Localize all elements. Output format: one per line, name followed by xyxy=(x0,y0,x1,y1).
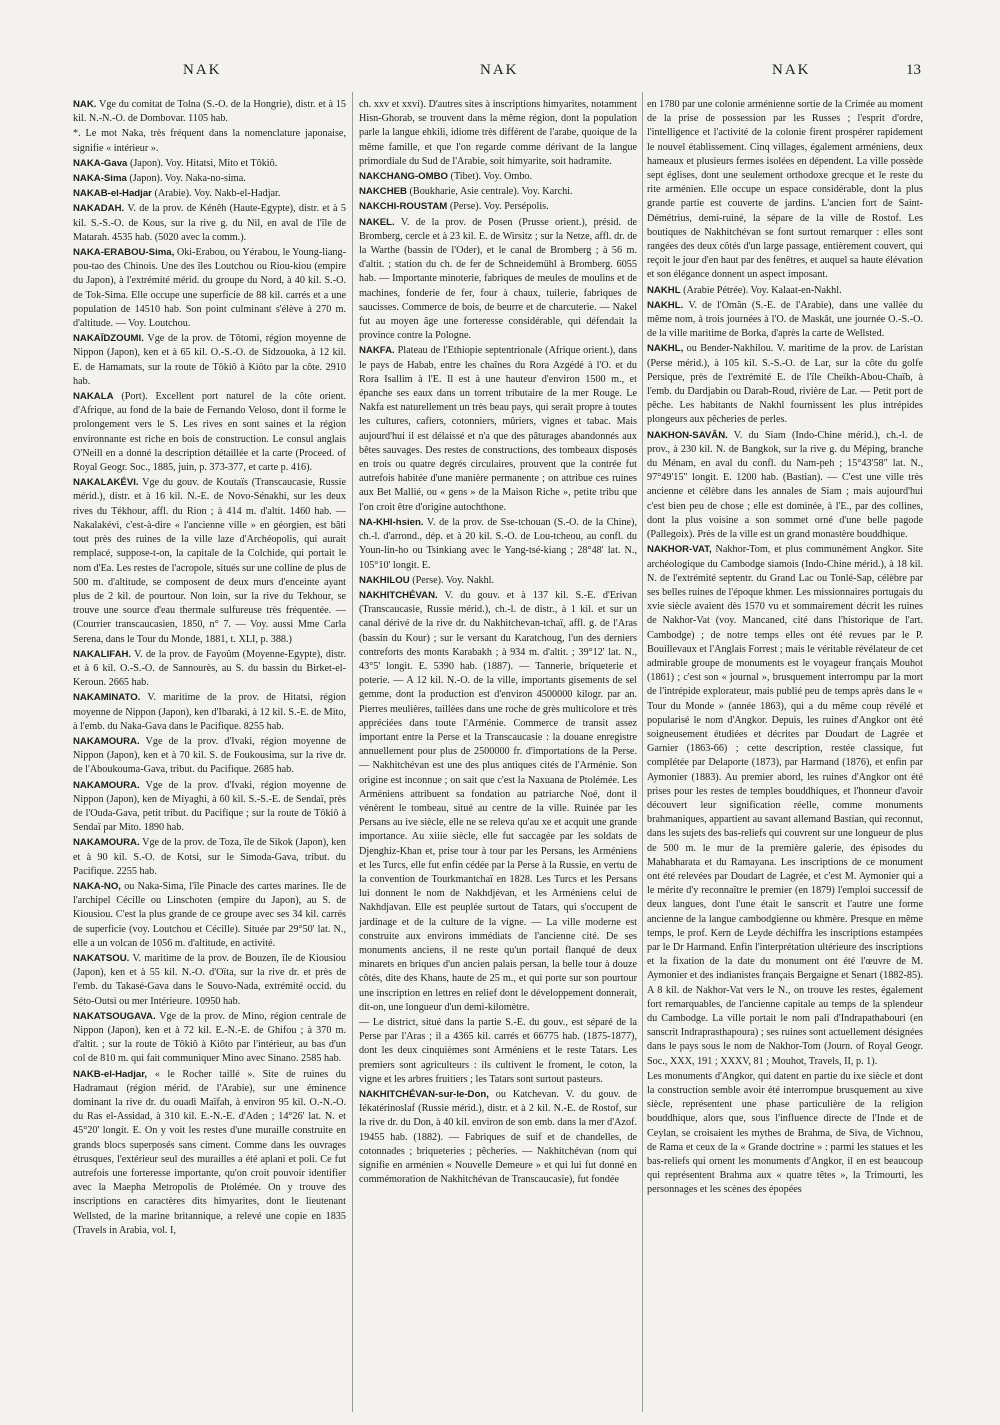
entry-headword: NAKALIFAH. xyxy=(73,648,132,660)
running-header xyxy=(0,62,1000,88)
dictionary-entry xyxy=(73,779,346,836)
dictionary-entry xyxy=(359,98,637,169)
entry-text: V. maritime de la prov. de Hitatsi, région moyenne de Nippon (Japon), ken d'Ibaraki, à 12 kil. S.-E. de Mito, à l'emb. du Naka-Gava dans le Pacifique. 8255 hab. xyxy=(73,692,346,732)
entry-text: (Port). Excellent port naturel de la côte orient. d'Afrique, au fond de la baie de Fernando Veloso, dont il forme le prolongement vers le S. Les rives en sont saines et la région environnante est riche en bois de construction. Le consul anglais O'Neill en a donné la description détaillée et la carte (Proceed. of Royal Geogr. Soc., 1885, juin, p. 373-377, et carte p. 416). xyxy=(73,391,346,474)
entry-text: Plateau de l'Ethiopie septentrionale (Afrique orient.), dans le pays de Habab, entre les chaînes du Rora Azgédé à l'O. et du Rora Isallim à l'E. Il est à une hauteur d'environ 1500 m., et épanche ses eaux dans un torrent tributaire de la mer Rouge. Le Nakfa est naturellement un très beau pays, qui serait propre à toutes les cultures, cafiers, cotonniers, mûriers, vignes et tabac. Mais aujourd'hui il est délaissé et n'a que des pâturages abandonnés aux bêtes sauvages. Des restes de constructions, des tombeaux disposés en trois ou quatre degrés circulaires, prouvent que la contrée fut autrefois habitée d'une manière permanente ; on attribue ces ruines aux Bet Mallié, ou « gens » de la Maison Riche », petite tribu que l'on croit être d'origine autochthone. xyxy=(359,345,637,513)
dictionary-entry xyxy=(647,299,923,342)
entry-text: (Perse). Voy. Nakhl. xyxy=(409,574,495,586)
entry-text: en 1780 par une colonie arménienne sortie de la Crimée au moment de la prise de possession par les Russes ; l'esprit d'ordre, l'intelligence et l'activité de la colonie firent prospérer rapidement le nouvel établissement. Cinq villages, également arméniens, deux hameaux et plusieurs fermes isolées en dépendent. La ville possède sept églises, dont une seulement orthodoxe grecque et le reste du rite arménien. Elle occupe un espace considérable, dont la plus grande partie est couverte de jardins. L'ancien fort de Saint-Démétrius, demi-ruiné, la sépare de la ville de Rostof. Les boutiques de Nakhitchévan se font surtout remarquer : elles sont rangées des deux côtés d'un large passage, entièrement couvert, qui reçoit le jour d'en haut par des fenêtres, et auquel sa haute élévation et son élégance donnent un aspect imposant. xyxy=(647,99,923,281)
entry-text: Vge de la prov. de Mino, région centrale de Nippon (Japon), ken et à 72 kil. E.-N.-E. de Ghifou ; à 370 m. d'altit. ; sur la route de Tôkiô à Kiôto par l'intérieur, au bas d'un col de 810 m. qui fait communiquer Mino avec Sinano. 2585 hab. xyxy=(73,1010,346,1065)
dictionary-entry xyxy=(73,735,346,778)
header-right: NAK xyxy=(772,62,811,78)
entry-headword: NAKCHANG-OMBO xyxy=(359,171,448,183)
dictionary-entry xyxy=(359,216,637,344)
entry-headword: NAKAÏDZOUMI. xyxy=(73,333,144,345)
dictionary-entry xyxy=(73,880,346,951)
entry-text: ou Naka-Sima, l'île Pinacle des cartes marines. Ile de l'archipel Cécille ou Linschoten (empire du Japon), au S. de Kiousiou. C'est la plus grande de ce groupe avec ses 34 kil. carrés de superficie (voy. Loutchou et Cécille). Située par 29°50' lat. N., elle a un volcan de 1056 m. d'altitude, en activité. xyxy=(73,880,346,949)
entry-headword: NAKALAKÉVI. xyxy=(73,477,139,489)
entry-headword: NAKHITCHÉVAN-sur-le-Don, xyxy=(359,1089,489,1101)
entry-text: V. de la prov. de Fayoûm (Moyenne-Egypte), distr. et à 6 kil. O.-S.-O. de Sannourès, au S. du bassin du Birket-el-Keroun. 2665 hab. xyxy=(73,648,346,689)
entry-headword: NAKEL. xyxy=(359,216,395,228)
entry-headword: NAKA-NO, xyxy=(73,880,121,892)
dictionary-entry xyxy=(359,589,637,1015)
dictionary-entry xyxy=(647,429,923,543)
entry-headword: NAKA-ERABOU-Sima, xyxy=(73,247,175,259)
entry-headword: NAKAMOURA. xyxy=(73,779,140,791)
entry-text: Vge du gouv. de Koutaïs (Transcaucasie, Russie mérid.), distr. et à 16 kil. N.-E. de Novo-Sénakhi, sur les deux rives du Tékhour, affl. du Rion ; à 414 m. d'altit. 1460 hab. — Nakalakévi, c'est-à-dire « l'ancienne ville » en géorgien, est bâti tout près des ruines de la ville laze d'Archéopolis, qui aurait remplacé, suppose-t-on, la capitale de la Colchide, qui portait le nom d'Ea. Les restes de l'acropole, situés sur une colline de plus de 500 m. d'altitude, se composent de deux murs d'enceinte ayant plus de 2 kil. de pourtour. Non loin, sur la rive du Tekhour, se trouve une source d'eau thermale sulfureuse très fréquentée. — (Courrier transcaucasien, 1850, n° 7. — Voy. aussi Mme Carla Serena, dans le Tour du Monde, 1881, t. XLI, p. 388.) xyxy=(73,477,346,645)
dictionary-entry xyxy=(359,1016,637,1087)
dictionary-entry xyxy=(73,476,346,646)
dictionary-entry xyxy=(73,172,346,186)
entry-text: V. de la prov. de Posen (Prusse orient.), présid. de Bromberg, cercle et à 23 kil. E. de Wirsitz ; sur la Netze, affl. dr. de la Warthe (bassin de l'Oder), et le canal de Bromberg ; à 56 m. d'altit. ; station du ch. de fer de Schneidemühl à Bromberg. 6055 hab. — Importante minoterie, fabriques de meules de moulins et de machines, fonderie de fer, four à chaux, tuilerie, fabriques de saucisses. Commerce de bois, de beurre et de charcuterie. — Nakel fut au moyen âge une forteresse considérable, qui défendait la province contre la Pologne. xyxy=(359,216,637,342)
entry-headword: NAKCHEB xyxy=(359,186,407,198)
dictionary-entry xyxy=(73,127,346,155)
entry-text: Vge de la prov. de Toza, île de Sikok (Japon), ken et à 90 kil. S.-O. de Kotsi, sur le Simoda-Gava, tribut. du Pacifique. 2255 hab. xyxy=(73,837,346,877)
entry-headword: NAKA-Gava xyxy=(73,157,128,169)
dictionary-entry xyxy=(73,1010,346,1067)
entry-text: — Le district, situé dans la partie S.-E. du gouv., est séparé de la Perse par l'Aras ; il a 4365 kil. carrés et 66775 hab. (1875-1877), dont les deux cinquièmes sont Arméniens et le reste Tatars. Les premiers sont agriculteurs : ils cultivent le froment, le coton, la vigne et les arbres fruitiers ; les Tatars sont surtout pasteurs. xyxy=(359,1017,637,1085)
dictionary-entry xyxy=(359,185,637,199)
entry-headword: NAKA-Sima xyxy=(73,173,127,185)
entry-headword: NAKHL, xyxy=(647,343,684,355)
entry-headword: NAKATSOU. xyxy=(73,952,130,964)
text-column-3 xyxy=(647,98,923,1398)
dictionary-entry xyxy=(359,574,637,588)
dictionary-entry xyxy=(73,332,346,389)
entry-text: (Arabie). Voy. Nakb-el-Hadjar. xyxy=(151,188,281,200)
entry-headword: NAKHITCHÉVAN. xyxy=(359,589,438,601)
dictionary-entry xyxy=(73,202,346,245)
entry-text: V. de l'Omân (S.-E. de l'Arabie), dans une vallée du même nom, à trois journées à l'O. de Maskât, une journée O.-S.-O. de la ville maritime de Borka, d'après la carte de Wellsted. xyxy=(647,299,923,340)
entry-headword: NAKALA xyxy=(73,391,114,403)
entry-text: « le Rocher taillé ». Site de ruines du Hadramaut (région mérid. de l'Arabie), sur une éminence dominant la rive dr. du ouadi Maïfah, à environ 95 kil. O.-N.-O. du Ras el-Assidad, à 310 kil. E.-N.-E. d'Aden ; 14°26' lat. N. et 45°20' longit. E. On y voit les restes d'une muraille construite en grands blocs superposés sans ciment. Comme dans les ouvrages étrusques, l'extérieur seul des murailles a été aplani et poli. Ce fut autrefois une forteresse importante, qu'on croit pouvoir identifier avec la Maepha Metropolis de Ptolémée. On y trouve des inscriptions en caractères dits himyarites, dont le lieutenant Wellsted, de la marine britannique, a relevé une copie en 1835 (Travels in Arabia, vol. I, xyxy=(73,1068,346,1236)
dictionary-entry xyxy=(647,543,923,1069)
entry-text: (Tibet). Voy. Ombo. xyxy=(448,171,533,183)
entry-text: V. du gouv. et à 137 kil. S.-E. d'Erivan (Transcaucasie, Russie mérid.), ch.-l. de distr., à 1 kil. et sur un canal dérivé de la rive dr. du Nakhitchevan-tchaï, affl. g. de l'Aras (bassin du Kour) ; sur le versant du Karatchoug, l'un des derniers contreforts des monts Karabakh ; à 934 m. d'altit. ; 39°12' lat. N., 43°5' longit. E. 5390 hab. (1887). — Tannerie, briqueterie et poterie. — A 12 kil. N.-O. de la ville, importants gisements de sel gemme, dont la production est d'environ 4500000 kilogr. par an. Pierres meulières, taillées dans une roche de grès multicolore et très appréciées dans toute l'Arménie. Commerce de transit assez important entre la Perse et la Transcaucasie : la douane enregistre annuellement pour plus de 2500000 fr. d'importations de la Perse. — Nakhitchévan est une des plus antiques cités de l'Arménie. Son origine est inconnue ; on sait que c'est la Naxuana de Ptolémée. Les Arméniens attribuent sa fondation au patriarche Noé, dont il vénèrent le tombeau, situé au centre de la ville. Ruinée par les Persans au ive siècle, elle ne se releva qu'au xe et acquit une grande importance. Au xiiie siècle, elle fut saccagée par les soldats de Djenghiz-Khan et, prise tour à tour par les Persans, les Arméniens et les Turcs, elle fut enfin cédée par la Perse à la Russie, en vertu de la convention de Tourkmantchaï en 1828. Les Turcs et les Persans lui donnent le nom de Nakhdjévan, et les Arméniens celui de Nakhdjavan. Elle est peuplée surtout de Tatars, qui s'occupent de jardinage et de la culture de la vigne. — La ville moderne est construite aux environs immédiats de l'ancienne cité. De ses monuments anciens, il ne reste qu'un portail flanqué de deux minarets en briques d'un ancien palais persan, la belle tour à douze côtés, dite des Khans, haute de 25 m., et qui porte sur son pourtour une inscription en lettres en relief dont le développement donnerait, dit-on, une longueur d'un demi-kilomètre. xyxy=(359,589,637,1013)
entry-text: Oki-Erabou, ou Yérabou, le Young-liang-pou-tao des Chinois. Une des îles Loutchou ou Riou-kiou (empire du Japon), à l'extrémité mérid. du groupe du Nord, à 40 kil. S.-O. de Tok-Sima. Elle occupe une superficie de 88 kil. carrés et a une population de 14510 hab. Son point culminant s'élève à 270 m. d'altitude. — Voy. Loutchou. xyxy=(73,247,346,330)
dictionary-entry xyxy=(359,1088,637,1187)
dictionary-entry xyxy=(73,187,346,201)
entry-headword: NAKB-el-Hadjar, xyxy=(73,1068,148,1080)
entry-headword: NAKHON-SAVÂN. xyxy=(647,429,728,441)
dictionary-entry xyxy=(73,98,346,126)
entry-headword: NAKAB-el-Hadjar xyxy=(73,188,152,200)
dictionary-entry xyxy=(647,284,923,298)
entry-text: *. Le mot Naka, très fréquent dans la nomenclature japonaise, signifie « intérieur ». xyxy=(73,128,346,154)
dictionary-entry xyxy=(73,246,346,331)
dictionary-entry xyxy=(359,170,637,184)
entry-headword: NAKHOR-VAT, xyxy=(647,544,712,556)
entry-text: ou Katchevan. V. du gouv. de Iékatérinoslaf (Russie mérid.), distr. et à 2 kil. N.-E. de Rostof, sur la rive dr. du Don, à 40 kil. environ de son emb. dans la mer d'Azof. 19455 hab. (1882). — Fabriques de suif et de chandelles, de cotonnades ; briqueteries ; pêcheries. — Nakhitchévan (nom qui signifie en arménien « Nouvelle Demeure » et qui lui fut donné en commémoration de Nakhitchévan de Transcaucasie), fut fondée xyxy=(359,1089,637,1186)
dictionary-entry xyxy=(73,157,346,171)
entry-headword: NAKADAH. xyxy=(73,203,125,215)
entry-text: (Arabie Pétrée). Voy. Kalaat-en-Nakhl. xyxy=(680,284,842,296)
entry-headword: NAKHL xyxy=(647,284,681,296)
text-column-2 xyxy=(359,98,637,1398)
entry-text: V. de la prov. de Kénêh (Haute-Egypte), distr. et à 5 kil. S.-S.-O. de Kous, sur la rive g. du Nil, en aval de l'île de Matarah. 4535 hab. (5020 avec la comm.). xyxy=(73,203,346,243)
header-center: NAK xyxy=(480,62,519,78)
entry-headword: NAKAMOURA. xyxy=(73,837,140,849)
entry-headword: NAKFA. xyxy=(359,345,395,357)
text-column-1 xyxy=(73,98,346,1398)
entry-headword: NAKCHI-ROUSTAM xyxy=(359,201,448,213)
entry-text: V. du Siam (Indo-Chine mérid.), ch.-l. de prov., à 230 kil. N. de Bangkok, sur la rive g. du Méping, branche du Ménam, en aval du confl. du Nam-peh ; 15°43'58" lat. N., 97°49'15" longit. E. 1200 hab. (Bastian). — C'est une ville très ancienne et célèbre dans les annales de Siam ; mais aujourd'hui c'est bien peu de chose ; elle est dominée, à l'E., par des collines, dont la plus voisine a son sommet orné d'une belle pagode (Pallegoix). Près de la ville est un grand monastère bouddhique. xyxy=(647,429,923,541)
entry-text: Vge de la prov. de Tôtomi, région moyenne de Nippon (Japon), ken et à 65 kil. O.-S.-O. de Sidzouoka, à 12 kil. E. de Hamamats, sur la route de Tôkiô à Kiôto par la côte. 2910 hab. xyxy=(73,333,346,387)
dictionary-entry xyxy=(647,342,923,427)
entry-text: (Boukharie, Asie centrale). Voy. Karchi. xyxy=(406,186,573,198)
header-left: NAK xyxy=(183,62,222,78)
dictionary-entry xyxy=(359,516,637,573)
entry-text: Vge de la prov. d'Ivaki, région moyenne de Nippon (Japon), ken de Miyaghi, à 60 kil. S.-S.-E. de Sendaï, près de l'Ouda-Gava, petit tribut. du Pacifique ; sur la route de Tôkiô à Sendaï par Mito. 1890 hab. xyxy=(73,779,346,834)
entry-headword: NAK. xyxy=(73,99,97,110)
entry-headword: NAKHL. xyxy=(647,299,684,311)
entry-text: Nakhor-Tom, et plus communément Angkor. Site archéologique du Cambodge siamois (Indo-Chine mérid.), à 18 kil. N. de l'extrémité septentr. du Grand Lac ou Tonlé-Sap, célèbre par ses belles ruines de l'époque khmer. Les missionnaires portugais du xvie siècle avaient dès 1570 vu et sommairement décrit les ruines de Nakhor-Vat (voy. Mancaned, cité dans l'historique de l'art. Cambodge) ; de notre temps elles ont été revues par le P. Bouillevaux et l'Anglais Forrest ; mais le véritable révélateur de cet admirable groupe de monuments est le voyageur français Mouhot (1861) ; c'est son « journal », brusquement interrompu par la mort de l'intrépide explorateur, mais publié peu de temps après dans le « Tour du Monde » (année 1863), qui a du même coup révélé et popularisé le nom d'Angkor. Depuis, les ruines d'Angkor ont été soigneusement étudiées et décrites par Doudart de Lagrée et Garnier (1863-66) ; cette description, restée classique, fut complétée par Delaporte (1873), par Harmand (1876), et enfin par Aymonier (1883). Au premier abord, les ruines d'Angkor ont été prises pour les restes de temples bouddhiques, et l'honneur d'avoir découvert leur signification réelle, comme monuments brahmaniques, appartient au savant allemand Bastian, qui reconnut, dans les sujets des bas-reliefs qui couvrent sur une longueur de plus de 500 m. le mur de la première galerie, des épisodes du Mahabharata et du Ramayana. Les inscriptions de ce monument ont été relevées par Doudart de Lagrée, et c'est M. Aymonier qui a le mérite d'y reconnaître le premier (en 1879) l'emploi successif de deux langues, dont l'une était le sanscrit et l'autre une forme ancienne de la langue cambodgienne ou khmère. Presque en même temps, le prof. Kern de Leyde déchiffra les inscriptions estampées par le Dr Harmand. Enfin l'interprétation ultérieure des inscriptions et la fixation de la date du monument ont été l'œuvre de M. Aymonier et des indianistes français Bergaigne et Senart (1882-85). A 8 kil. de Nakhor-Vat vers le N., on trouve les restes, également fort remarquables, de l'ancienne capitale au temps de la splendeur du Cambodge. La ville portait le nom pali d'Indrapathabouri (en sanscrit Indraprasthapoura) ; ses ruines sont actuellement désignées dans le pays sous le nom de Nakhor-Tom (Journ. of Royal Geogr. Soc., XXX, 191 ; XXXV, 81 ; Mouhot, Travels, II, p. 1). xyxy=(647,544,923,1067)
dictionary-entry xyxy=(359,200,637,214)
dictionary-entry xyxy=(647,98,923,283)
dictionary-entry xyxy=(73,952,346,1009)
entry-text: V. de la prov. de Sse-tchouan (S.-O. de la Chine), ch.-l. d'arrond., dép. et à 20 kil. S.-O. de Lou-tcheou, au confl. du Youn-lin-ho ou Tsinkiang avec le Yang-tsé-kiang ; 28°48' lat. N., 105°10' longit. E. xyxy=(359,516,637,571)
dictionary-entry xyxy=(73,1068,346,1238)
entry-headword: NAKAMINATO. xyxy=(73,692,141,704)
entry-text: ch. xxv et xxvi). D'autres sites à inscriptions himyarites, notamment Hisn-Ghorab, se trouvent dans la même région, dont la population parle la langue ehkili, idiome très différent de l'arabe, quoique de la même famille, et que l'on regarde comme dérivant de la langue primordiale du Sud de l'Arabie, soit himyarite, soit hadramite. xyxy=(359,99,637,167)
dictionary-entry xyxy=(647,1070,923,1198)
dictionary-entry xyxy=(73,836,346,879)
column-divider xyxy=(642,92,643,1412)
entry-headword: NAKAMOURA. xyxy=(73,735,140,747)
entry-text: ou Bender-Nakhilou. V. maritime de la prov. de Laristan (Perse mérid.), à 105 kil. S.-S.-O. de Lar, sur la côte du golfe Persique, près de l'extrémité E. de l'île Cheïkh-Abou-Chaïb, à l'emb. du Dardjabin ou Darab-Roud, rivière de Lar. — Petit port de pêche. Les habitants de Nakhl fournissent les plus intrépides plongeurs aux pêcheries de perles. xyxy=(647,343,923,426)
entry-text: Vge du comitat de Tolna (S.-O. de la Hongrie), distr. et à 15 kil. N.-N.-O. de Dombovar. 1105 hab. xyxy=(73,99,346,125)
entry-text: (Japon). Voy. Naka-no-sima. xyxy=(126,173,246,185)
dictionary-entry xyxy=(73,691,346,734)
column-divider xyxy=(352,92,353,1412)
entry-text: Les monuments d'Angkor, qui datent en partie du ixe siècle et dont la construction semble avoir été interrompue brusquement au xive siècle, représentent une phase particulière de la religion bouddhique, alors que, sous l'influence directe de l'Inde et de Ceylan, se croisaient les mythes de Brahma, de Siva, de Vichnou, de Rama et ceux de la « Grande doctrine » : parmi les statues et les bas-reliefs qui ornent les monuments d'Angkor, il en est beaucoup qui représentent Brahma aux « quatre têtes », la Trimourti, les personnages et les scènes des épopées xyxy=(647,1070,923,1196)
entry-text: (Perse). Voy. Persépolis. xyxy=(447,201,549,213)
entry-text: (Japon). Voy. Hitatsi, Mito et Tôkiô. xyxy=(127,157,278,169)
entry-headword: NAKATSOUGAVA. xyxy=(73,1010,156,1022)
entry-text: V. maritime de la prov. de Bouzen, île de Kiousiou (Japon), ken et à 55 kil. N.-O. d'Oïta, sur la rive dr. et près de l'emb. du Takasé-Gava dans le Souvo-Nada, extrémité occid. du Séto-Outsi ou mer Intérieure. 10950 hab. xyxy=(73,952,346,1007)
entry-headword: NA-KHI-hsien. xyxy=(359,516,424,528)
page-number: 13 xyxy=(906,62,921,78)
dictionary-entry xyxy=(359,344,637,514)
entry-text: Vge de la prov. d'Ivaki, région moyenne de Nippon (Japon), ken et à 70 kil. S. de Foukousima, sur la rive dr. de l'Aboukouma-Gava, tribut. du Pacifique. 2685 hab. xyxy=(73,735,346,776)
dictionary-entry xyxy=(73,390,346,475)
entry-headword: NAKHILOU xyxy=(359,574,410,586)
dictionary-entry xyxy=(73,648,346,691)
